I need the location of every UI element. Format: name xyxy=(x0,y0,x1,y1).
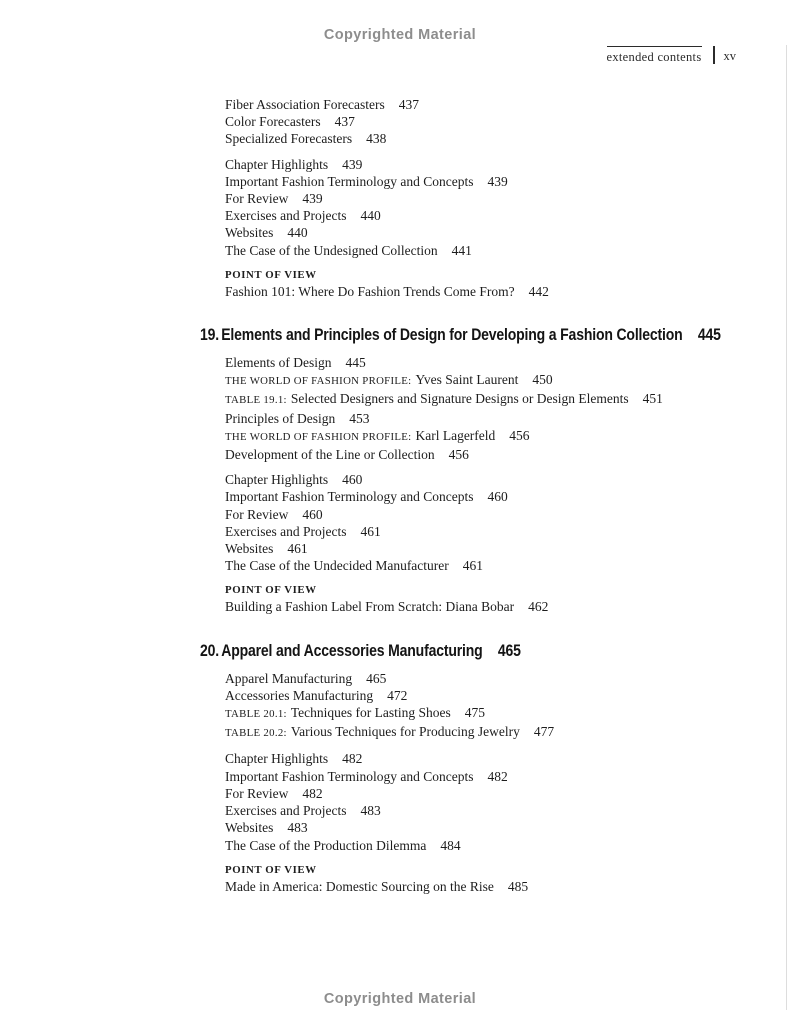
header-divider-line xyxy=(713,46,715,64)
toc-entry-text: Elements of Design xyxy=(225,355,332,371)
chapter-number: 19. xyxy=(200,326,219,345)
toc-entry xyxy=(200,427,780,446)
toc-entry-text: Exercises and Projects xyxy=(225,208,347,224)
toc-entry-prefix: TABLE 20.1: xyxy=(225,708,287,721)
chapter-title: Elements and Principles of Design for Developing a Fashion Collection xyxy=(221,326,683,345)
toc-entry xyxy=(200,802,780,819)
toc-entry-text: Accessories Manufacturing xyxy=(225,687,374,703)
toc-entry xyxy=(200,283,780,300)
toc-entry-text: Yves Saint Laurent xyxy=(415,372,519,388)
toc-entry-page-number: 475 xyxy=(464,705,485,721)
toc-entry-page-number: 461 xyxy=(360,523,381,539)
pov-label: POINT OF VIEW xyxy=(225,268,317,281)
toc-entry xyxy=(200,670,780,687)
toc-entry-text: Chapter Highlights xyxy=(225,156,329,172)
pov-label: POINT OF VIEW xyxy=(225,584,317,597)
toc-entry xyxy=(200,471,780,488)
toc-entry xyxy=(200,819,780,836)
toc-entry-text: Various Techniques for Producing Jewelry xyxy=(290,724,520,740)
chapter-heading xyxy=(200,641,693,662)
toc-entry-text: Specialized Forecasters xyxy=(225,131,353,147)
toc-entry-page-number: 460 xyxy=(342,472,363,488)
toc-entry-page-number: 482 xyxy=(487,768,508,784)
pov-block xyxy=(200,582,780,615)
toc-entry-page-number: 437 xyxy=(334,114,355,130)
copyright-notice-top: Copyrighted Material xyxy=(323,27,477,43)
toc-entry xyxy=(200,837,780,854)
toc-entry xyxy=(200,371,780,390)
toc-entry xyxy=(200,723,780,742)
toc-entry-page-number: 450 xyxy=(532,372,553,388)
toc-entry-page-number: 445 xyxy=(345,355,366,371)
toc-entry-page-number: 460 xyxy=(302,506,323,522)
toc-entry xyxy=(200,156,780,173)
toc-entry-page-number: 483 xyxy=(360,803,381,819)
toc-entry-text: Color Forecasters xyxy=(225,114,321,130)
toc-entry-text: Websites xyxy=(225,225,274,241)
toc-entry-text: Exercises and Projects xyxy=(225,803,347,819)
running-header xyxy=(607,46,737,65)
toc-entry xyxy=(200,410,780,427)
toc-entry-prefix: TABLE 19.1: xyxy=(225,394,287,407)
toc-entry xyxy=(200,704,780,723)
toc-entry-text: The Case of the Undecided Manufacturer xyxy=(225,558,449,574)
chapter-heading xyxy=(200,325,721,346)
pov-block xyxy=(200,862,780,895)
toc-entry-page-number: 461 xyxy=(287,541,308,557)
toc-entry-page-number: 483 xyxy=(287,820,308,836)
toc-entry-text: Websites xyxy=(225,820,274,836)
toc-entry-text: For Review xyxy=(225,785,289,801)
toc-entry-page-number: 482 xyxy=(302,785,323,801)
toc-entry xyxy=(200,113,780,130)
toc-entry xyxy=(200,207,780,224)
toc-entry xyxy=(200,878,780,895)
toc-entry xyxy=(200,446,780,463)
toc-entry-page-number: 482 xyxy=(342,751,363,767)
toc-entry-page-number: 440 xyxy=(360,208,381,224)
chapter-title: Apparel and Accessories Manufacturing xyxy=(221,641,483,660)
toc-entry xyxy=(200,557,780,574)
toc-entry-text: The Case of the Production Dilemma xyxy=(225,837,427,853)
page-edge-line xyxy=(786,45,787,1010)
pov-label: POINT OF VIEW xyxy=(225,863,317,876)
toc-entry-page-number: 456 xyxy=(509,427,530,443)
toc-entry-page-number: 439 xyxy=(487,173,508,189)
toc-entry xyxy=(200,96,780,113)
toc-entry-text: Important Fashion Terminology and Concepts xyxy=(225,489,474,505)
toc-entry-text: Chapter Highlights xyxy=(225,472,329,488)
chapter-page-number: 445 xyxy=(697,326,721,345)
toc-entry-page-number: 453 xyxy=(349,410,370,426)
toc-entry xyxy=(200,750,780,767)
running-header-label: extended contents xyxy=(607,46,702,65)
pov-block xyxy=(200,267,780,300)
toc-entry-prefix: TABLE 20.2: xyxy=(225,727,287,740)
toc-entry-page-number: 442 xyxy=(528,283,549,299)
entry-group xyxy=(200,471,780,574)
toc-entry-page-number: 485 xyxy=(507,878,529,894)
toc-entry-page-number: 441 xyxy=(451,242,472,258)
toc-entry xyxy=(200,190,780,207)
entry-group xyxy=(200,156,780,259)
toc-entry xyxy=(200,242,780,259)
entry-group xyxy=(200,96,780,148)
toc-entry-text: Exercises and Projects xyxy=(225,523,347,539)
toc-entry-page-number: 437 xyxy=(398,97,419,112)
folio-page-number: xv xyxy=(723,49,736,63)
toc-entry-text: Made in America: Domestic Sourcing on the Rise xyxy=(225,878,494,894)
toc-entry-text: Karl Lagerfeld xyxy=(415,427,496,443)
toc-entry-text: For Review xyxy=(225,191,289,207)
toc-entry xyxy=(200,598,780,615)
toc-entry-page-number: 438 xyxy=(366,131,387,147)
toc-entry-page-number: 462 xyxy=(528,599,549,615)
toc-entry xyxy=(200,354,780,371)
toc-entry-page-number: 451 xyxy=(642,391,663,407)
toc-entry-text: Websites xyxy=(225,541,274,557)
toc-entry xyxy=(200,540,780,557)
toc-entry-page-number: 484 xyxy=(440,837,461,853)
chapter-number: 20. xyxy=(200,641,219,660)
toc-entry-text: Building a Fashion Label From Scratch: Diana Bobar xyxy=(225,599,515,615)
toc-entry xyxy=(200,488,780,505)
toc-entry-page-number: 472 xyxy=(387,687,408,703)
entry-group xyxy=(200,670,780,743)
toc-entry xyxy=(200,506,780,523)
toc-entry-page-number: 461 xyxy=(462,558,484,574)
toc-entry-text: The Case of the Undesigned Collection xyxy=(225,242,438,258)
toc-entry xyxy=(200,785,780,802)
toc-entry-page-number: 439 xyxy=(302,191,323,207)
toc-entry-page-number: 465 xyxy=(366,670,387,686)
toc-entry-text: Apparel Manufacturing xyxy=(225,670,353,686)
toc-entry xyxy=(200,173,780,190)
toc-entry-text: Selected Designers and Signature Designs or Design Elements xyxy=(290,391,629,407)
toc-entry-page-number: 456 xyxy=(448,447,469,463)
toc-entry-page-number: 477 xyxy=(533,724,555,740)
toc-entry-text: Development of the Line or Collection xyxy=(225,447,435,463)
chapter-page-number: 465 xyxy=(497,641,521,660)
toc-content xyxy=(200,96,780,903)
toc-entry-prefix: THE WORLD OF FASHION PROFILE: xyxy=(225,430,412,443)
toc-entry-text: Important Fashion Terminology and Concepts xyxy=(225,173,474,189)
copyright-notice-bottom: Copyrighted Material xyxy=(323,991,477,1007)
toc-entry-page-number: 439 xyxy=(342,156,363,172)
toc-entry-text: Fiber Association Forecasters xyxy=(225,97,385,112)
entry-group xyxy=(200,750,780,853)
toc-entry-text: Principles of Design xyxy=(225,410,336,426)
toc-entry xyxy=(200,768,780,785)
toc-entry-page-number: 460 xyxy=(487,489,508,505)
toc-entry-text: For Review xyxy=(225,506,289,522)
toc-entry-text: Techniques for Lasting Shoes xyxy=(290,705,451,721)
toc-entry-text: Fashion 101: Where Do Fashion Trends Come From? xyxy=(225,283,515,299)
toc-entry-text: Important Fashion Terminology and Concepts xyxy=(225,768,474,784)
toc-entry xyxy=(200,390,780,409)
toc-entry-page-number: 440 xyxy=(287,225,308,241)
toc-entry xyxy=(200,224,780,241)
toc-entry-text: Chapter Highlights xyxy=(225,751,329,767)
toc-entry-prefix: THE WORLD OF FASHION PROFILE: xyxy=(225,375,412,388)
toc-entry xyxy=(200,523,780,540)
toc-entry xyxy=(200,687,780,704)
entry-group xyxy=(200,354,780,463)
toc-entry xyxy=(200,130,780,147)
